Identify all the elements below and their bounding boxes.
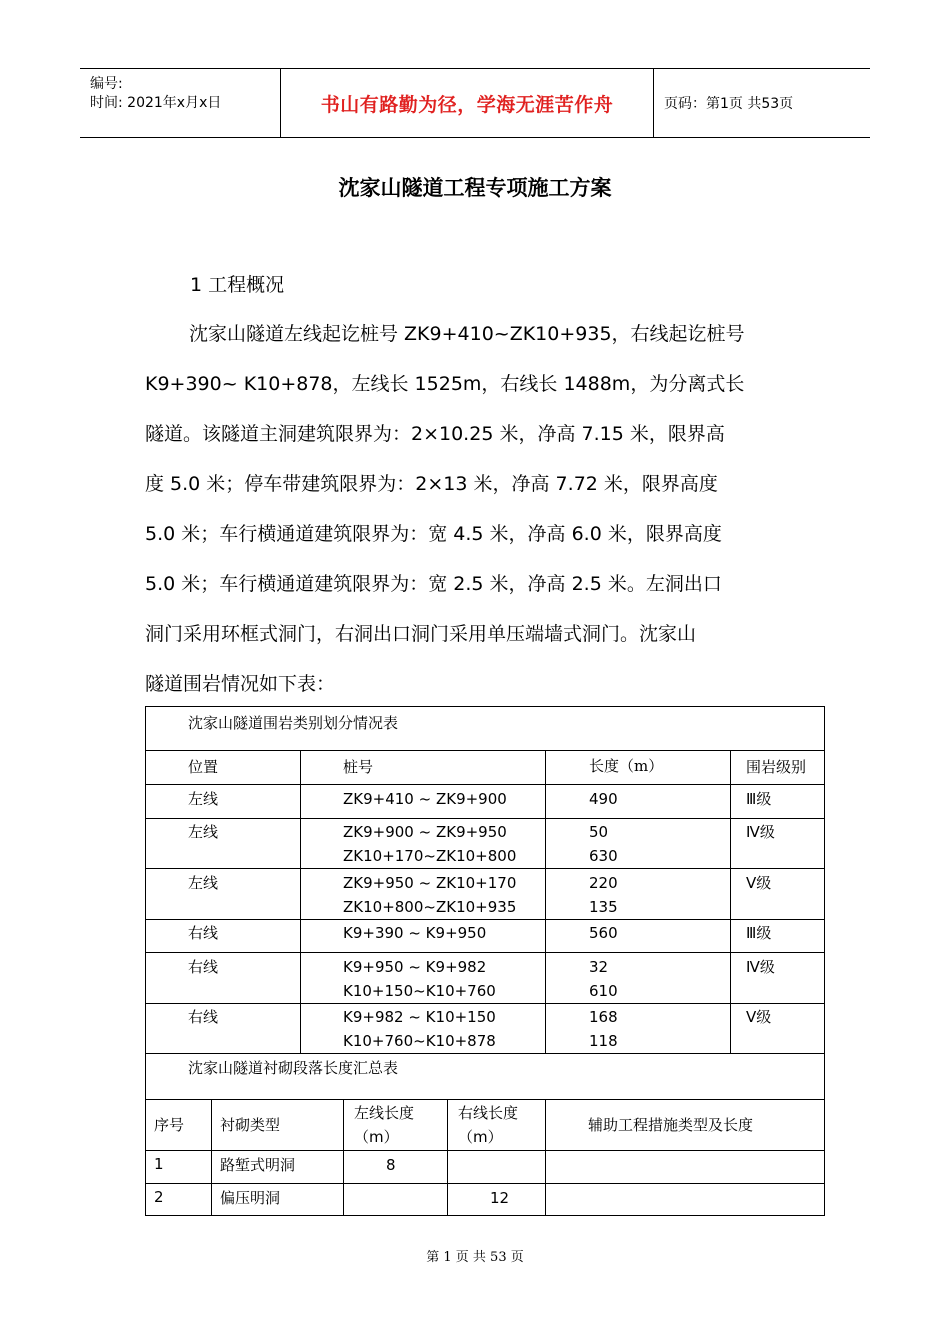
table-rule xyxy=(211,1099,212,1215)
table1-header-length: 长度（m） xyxy=(589,757,664,775)
page-info: 页码：第1页 共53页 xyxy=(664,96,794,112)
table1-cell-pile: K9+950 ~ K9+982 xyxy=(343,958,487,976)
table2-cell-left: 8 xyxy=(386,1156,396,1174)
table1-cell-position: 右线 xyxy=(188,958,219,976)
table-rule xyxy=(146,1053,824,1054)
table-rule xyxy=(146,1183,824,1184)
table1-cell-pile: K9+982 ~ K10+150 xyxy=(343,1008,496,1026)
table1-cell-position: 右线 xyxy=(188,1008,219,1026)
table1-cell-grade: Ⅲ级 xyxy=(746,790,772,808)
section-heading: 1 工程概况 xyxy=(190,274,285,296)
table1-cell-grade: Ⅲ级 xyxy=(746,924,772,942)
table1-header-position: 位置 xyxy=(188,758,219,776)
paragraph-line: 洞门采用环框式洞门，右洞出口洞门采用单压端墙式洞门。沈家山 xyxy=(145,623,697,645)
table2-header-left-unit: （m） xyxy=(354,1128,399,1146)
table2-cell-right: 12 xyxy=(490,1189,510,1207)
table-rule xyxy=(545,1099,546,1215)
table-rule xyxy=(343,1099,344,1215)
table1-cell-length: 490 xyxy=(589,790,618,808)
table1-header-pile: 桩号 xyxy=(343,758,374,776)
table-rule xyxy=(146,1099,824,1100)
table1-cell-pile: K10+760~K10+878 xyxy=(343,1032,496,1050)
document-title: 沈家山隧道工程专项施工方案 xyxy=(338,175,612,200)
table1-cell-position: 左线 xyxy=(188,823,219,841)
table1-cell-length: 135 xyxy=(589,898,618,916)
table1-cell-length: 630 xyxy=(589,847,618,865)
table1-cell-length: 50 xyxy=(589,823,609,841)
table2-header-right-length: 右线长度 xyxy=(458,1104,519,1122)
table1-header-grade: 围岩级别 xyxy=(746,758,807,776)
table-rule xyxy=(146,952,824,953)
table1-cell-length: 560 xyxy=(589,924,618,942)
table1-cell-pile: ZK9+950 ~ ZK10+170 xyxy=(343,874,517,892)
header-meta xyxy=(80,69,280,137)
paragraph-line: 5.0 米；车行横通道建筑限界为：宽 4.5 米，净高 6.0 米，限界高度 xyxy=(145,523,722,545)
page-header xyxy=(80,68,870,138)
table2-header-right-unit: （m） xyxy=(458,1128,503,1146)
table1-cell-pile: ZK9+900 ~ ZK9+950 xyxy=(343,823,507,841)
page-footer: 第 1 页 共 53 页 xyxy=(426,1250,524,1265)
table-rule xyxy=(146,868,824,869)
header-motto-cell xyxy=(280,69,654,137)
table1-cell-length: 610 xyxy=(589,982,618,1000)
rock-class-table xyxy=(145,706,825,1216)
table-rule xyxy=(146,1003,824,1004)
table-rule xyxy=(447,1099,448,1215)
table1-cell-grade: Ⅴ级 xyxy=(746,874,772,892)
table2-cell-no: 1 xyxy=(154,1155,164,1173)
table1-cell-pile: K10+150~K10+760 xyxy=(343,982,496,1000)
table1-caption: 沈家山隧道围岩类别划分情况表 xyxy=(188,714,399,732)
table1-cell-pile: ZK10+800~ZK10+935 xyxy=(343,898,517,916)
table2-header-no: 序号 xyxy=(154,1116,185,1134)
paragraph-line: 隧道围岩情况如下表： xyxy=(145,673,336,695)
table1-cell-pile: ZK9+410 ~ ZK9+900 xyxy=(343,790,507,808)
motto-text: 书山有路勤为径，学海无涯苦作舟 xyxy=(320,93,614,116)
table-rule xyxy=(146,919,824,920)
table1-cell-position: 左线 xyxy=(188,874,219,892)
table1-cell-position: 左线 xyxy=(188,790,219,808)
table-rule xyxy=(730,750,731,1053)
doc-number-label: 编号: xyxy=(90,76,123,92)
table2-caption: 沈家山隧道衬砌段落长度汇总表 xyxy=(188,1059,399,1077)
table-rule xyxy=(146,818,824,819)
table-rule xyxy=(146,784,824,785)
table2-cell-type: 偏压明洞 xyxy=(220,1189,281,1207)
table1-cell-grade: Ⅳ级 xyxy=(746,958,775,976)
table1-cell-position: 右线 xyxy=(188,924,219,942)
table2-cell-type: 路堑式明洞 xyxy=(220,1156,296,1174)
table1-cell-grade: Ⅴ级 xyxy=(746,1008,772,1026)
paragraph-line: 5.0 米；车行横通道建筑限界为：宽 2.5 米，净高 2.5 米。左洞出口 xyxy=(145,573,722,595)
table1-cell-grade: Ⅳ级 xyxy=(746,823,775,841)
table-rule xyxy=(146,1150,824,1151)
paragraph-line: 隧道。该隧道主洞建筑限界为：2×10.25 米，净高 7.15 米，限界高 xyxy=(145,423,725,445)
paragraph-line: 度 5.0 米；停车带建筑限界为：2×13 米，净高 7.72 米，限界高度 xyxy=(145,473,718,495)
table1-cell-length: 32 xyxy=(589,958,609,976)
overview-paragraph xyxy=(145,314,805,714)
table2-header-aux: 辅助工程措施类型及长度 xyxy=(588,1116,754,1134)
table1-cell-length: 118 xyxy=(589,1032,618,1050)
table1-cell-length: 168 xyxy=(589,1008,618,1026)
paragraph-line: K9+390~ K10+878，左线长 1525m，右线长 1488m，为分离式长 xyxy=(145,373,745,395)
table2-cell-no: 2 xyxy=(154,1188,164,1206)
header-page-cell xyxy=(653,69,870,137)
table2-header-type: 衬砌类型 xyxy=(220,1116,281,1134)
table1-cell-length: 220 xyxy=(589,874,618,892)
table-rule xyxy=(300,750,301,1053)
table1-cell-pile: ZK10+170~ZK10+800 xyxy=(343,847,517,865)
table2-header-left-length: 左线长度 xyxy=(354,1104,415,1122)
table-rule xyxy=(146,750,824,751)
table-rule xyxy=(545,750,546,1053)
doc-time-label: 时间: 2021年x月x日 xyxy=(90,95,222,111)
paragraph-line: 沈家山隧道左线起讫桩号 ZK9+410~ZK10+935，右线起讫桩号 xyxy=(189,323,745,345)
table1-cell-pile: K9+390 ~ K9+950 xyxy=(343,924,487,942)
